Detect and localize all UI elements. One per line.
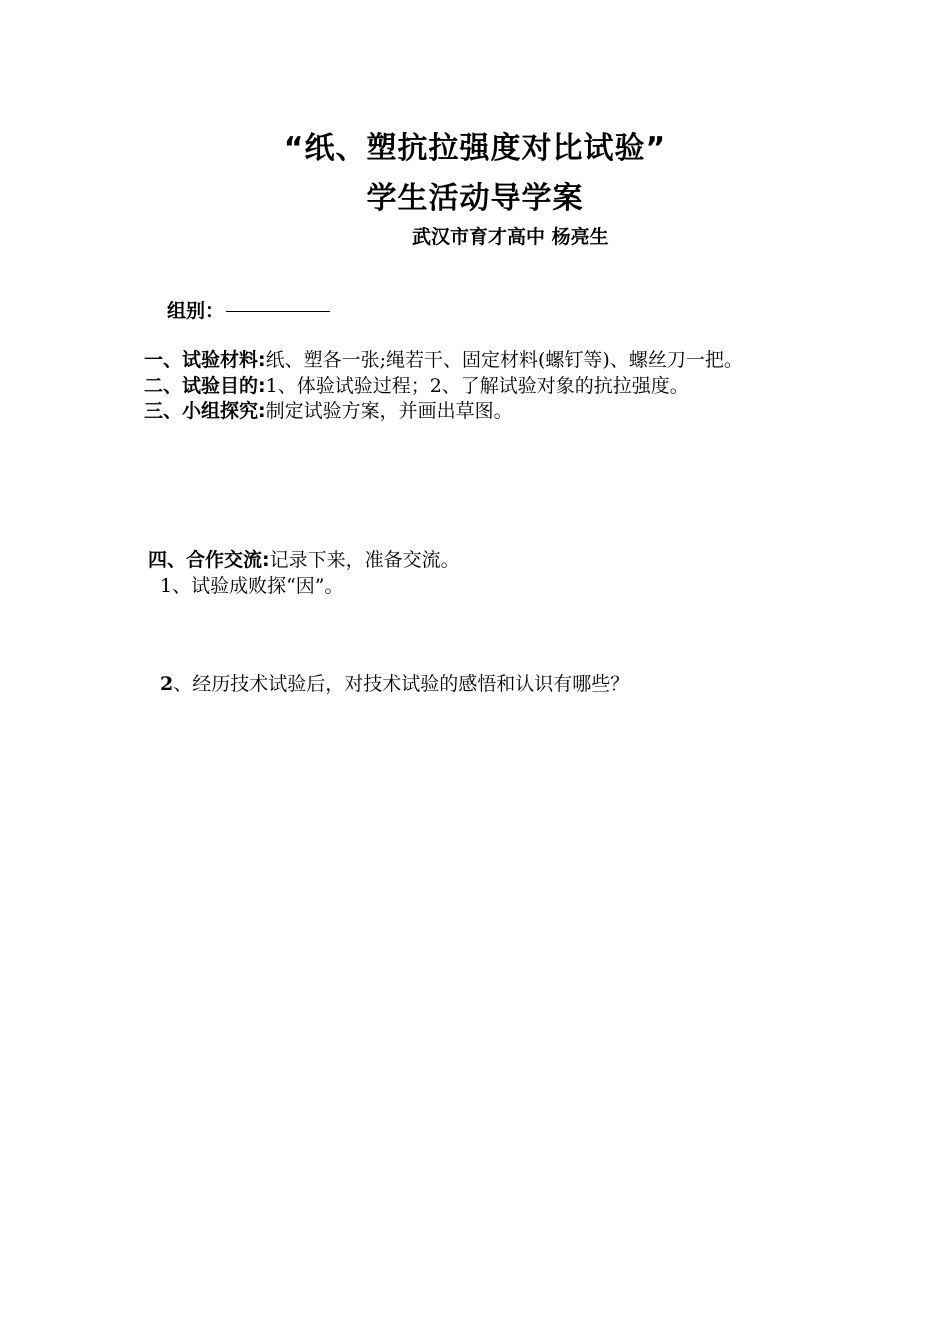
document-title-line2: 学生活动导学案 xyxy=(366,181,584,216)
question-2-number: 2 xyxy=(160,673,174,695)
section-materials xyxy=(144,351,743,370)
section-purpose xyxy=(144,377,689,396)
author-line: 武汉市育才高中 杨亮生 xyxy=(412,226,609,248)
exchange-question-2 xyxy=(160,675,629,694)
exchange-text: 记录下来，准备交流。 xyxy=(269,549,460,571)
exchange-label: 四、合作交流: xyxy=(148,549,270,571)
group-field xyxy=(167,302,330,321)
materials-label: 一、试验材料: xyxy=(144,349,266,371)
explore-text: 制定试验方案，并画出草图。 xyxy=(265,400,513,422)
purpose-label: 二、试验目的: xyxy=(144,375,266,397)
purpose-text: 1、体验试验过程；2、了解试验对象的抗拉强度。 xyxy=(265,375,689,397)
materials-text: 纸、塑各一张;绳若干、固定材料(螺钉等)、螺丝刀一把。 xyxy=(265,349,743,371)
explore-label: 三、小组探究: xyxy=(144,400,266,422)
exchange-question-1: 1、试验成败探“因”。 xyxy=(160,575,344,597)
group-blank-line xyxy=(226,311,330,312)
section-exchange xyxy=(148,551,460,570)
group-label: 组别： xyxy=(167,300,225,322)
section-explore xyxy=(144,402,513,421)
question-2-text: 、经历技术试验后，对技术试验的感悟和认识有哪些？ xyxy=(173,673,630,695)
document-title-line1: “纸、塑抗拉强度对比试验” xyxy=(283,131,667,166)
